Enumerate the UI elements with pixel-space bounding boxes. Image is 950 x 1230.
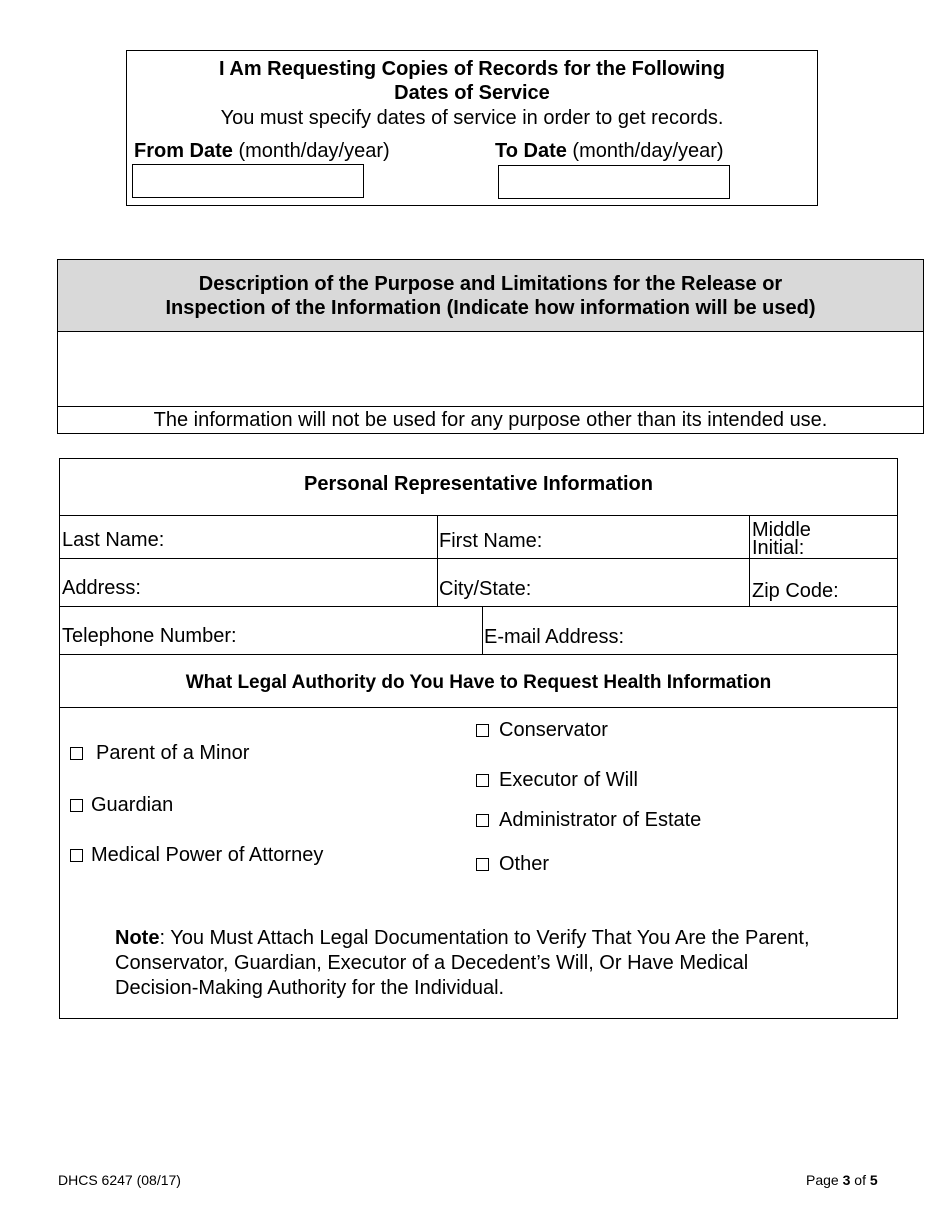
dates-title-line2: Dates of Service xyxy=(394,82,550,104)
purpose-title-line2: Inspection of the Information (Indicate how information will be used) xyxy=(165,297,816,319)
from-date-input[interactable] xyxy=(132,164,364,198)
option-other[interactable] xyxy=(476,852,549,876)
zip-code-label: Zip Code: xyxy=(752,580,839,602)
email-label: E-mail Address: xyxy=(484,626,625,648)
dates-subtitle: You must specify dates of service in order to get records. xyxy=(220,107,724,129)
last-name-label: Last Name: xyxy=(62,529,165,551)
legal-authority-title: What Legal Authority do You Have to Request Health Information xyxy=(185,672,772,693)
checkbox-icon[interactable] xyxy=(476,814,489,827)
first-name-field[interactable] xyxy=(439,516,748,557)
middle-initial-label xyxy=(752,521,811,557)
from-date-label xyxy=(134,139,390,163)
purpose-note: The information will not be used for any purpose other than its intended use. xyxy=(153,409,828,431)
page-total: 5 xyxy=(869,1172,878,1188)
note-bold: Note xyxy=(115,927,160,949)
checkbox-icon[interactable] xyxy=(70,747,83,760)
option-label: Conservator xyxy=(499,719,608,741)
to-date-format: (month/day/year) xyxy=(566,140,724,162)
purpose-section xyxy=(57,259,924,434)
legal-note xyxy=(115,926,835,1001)
representative-section xyxy=(59,458,898,1019)
from-date-format: (month/day/year) xyxy=(232,140,390,162)
note-text: : You Must Attach Legal Documentation to Verify That You Are the Parent, Conservator, Guardian, Executor of a Decedent’s Will, Or Have Medical Decision-Making Authority for the Individual. xyxy=(115,927,810,999)
dates-title xyxy=(127,57,817,105)
option-executor-of-will[interactable] xyxy=(476,768,638,792)
form-id: DHCS 6247 (08/17) xyxy=(58,1172,181,1188)
option-label: Medical Power of Attorney xyxy=(91,844,324,866)
checkbox-icon[interactable] xyxy=(476,724,489,737)
page-current: 3 xyxy=(842,1172,851,1188)
checkbox-icon[interactable] xyxy=(476,774,489,787)
page-prefix: Page xyxy=(806,1172,843,1188)
dates-title-line1: I Am Requesting Copies of Records for the Following xyxy=(219,58,725,80)
divider xyxy=(437,515,438,606)
option-medical-power-of-attorney[interactable] xyxy=(70,843,323,867)
address-label: Address: xyxy=(62,577,141,599)
middle-initial-label-line2: Initial: xyxy=(752,537,805,559)
purpose-input[interactable] xyxy=(58,332,923,407)
option-label: Guardian xyxy=(91,794,174,816)
option-label: Other xyxy=(499,853,550,875)
option-label: Executor of Will xyxy=(499,769,638,791)
divider xyxy=(60,606,897,607)
first-name-label: First Name: xyxy=(439,530,543,552)
purpose-title-line1: Description of the Purpose and Limitations for the Release or xyxy=(198,273,783,295)
dates-of-service-section xyxy=(126,50,818,206)
option-guardian[interactable] xyxy=(70,793,173,817)
checkbox-icon[interactable] xyxy=(70,849,83,862)
option-conservator[interactable] xyxy=(476,718,608,742)
purpose-header xyxy=(58,260,923,332)
page-of: of xyxy=(850,1172,870,1188)
city-state-label: City/State: xyxy=(439,578,532,600)
divider xyxy=(60,654,897,655)
representative-title: Personal Representative Information xyxy=(304,473,653,495)
divider xyxy=(60,707,897,708)
checkbox-icon[interactable] xyxy=(70,799,83,812)
option-parent-of-minor[interactable] xyxy=(70,741,249,765)
middle-initial-label-line1: Middle xyxy=(752,519,811,541)
to-date-label xyxy=(495,139,724,163)
divider xyxy=(749,515,750,606)
option-administrator-of-estate[interactable] xyxy=(476,808,701,832)
from-date-label-bold: From Date xyxy=(134,140,233,162)
to-date-input[interactable] xyxy=(498,165,730,199)
option-label: Parent of a Minor xyxy=(96,742,250,764)
telephone-label: Telephone Number: xyxy=(62,625,237,647)
last-name-field[interactable] xyxy=(62,516,436,557)
option-label: Administrator of Estate xyxy=(499,809,702,831)
page-number xyxy=(806,1172,878,1188)
checkbox-icon[interactable] xyxy=(476,858,489,871)
divider xyxy=(482,606,483,654)
to-date-label-bold: To Date xyxy=(495,140,567,162)
